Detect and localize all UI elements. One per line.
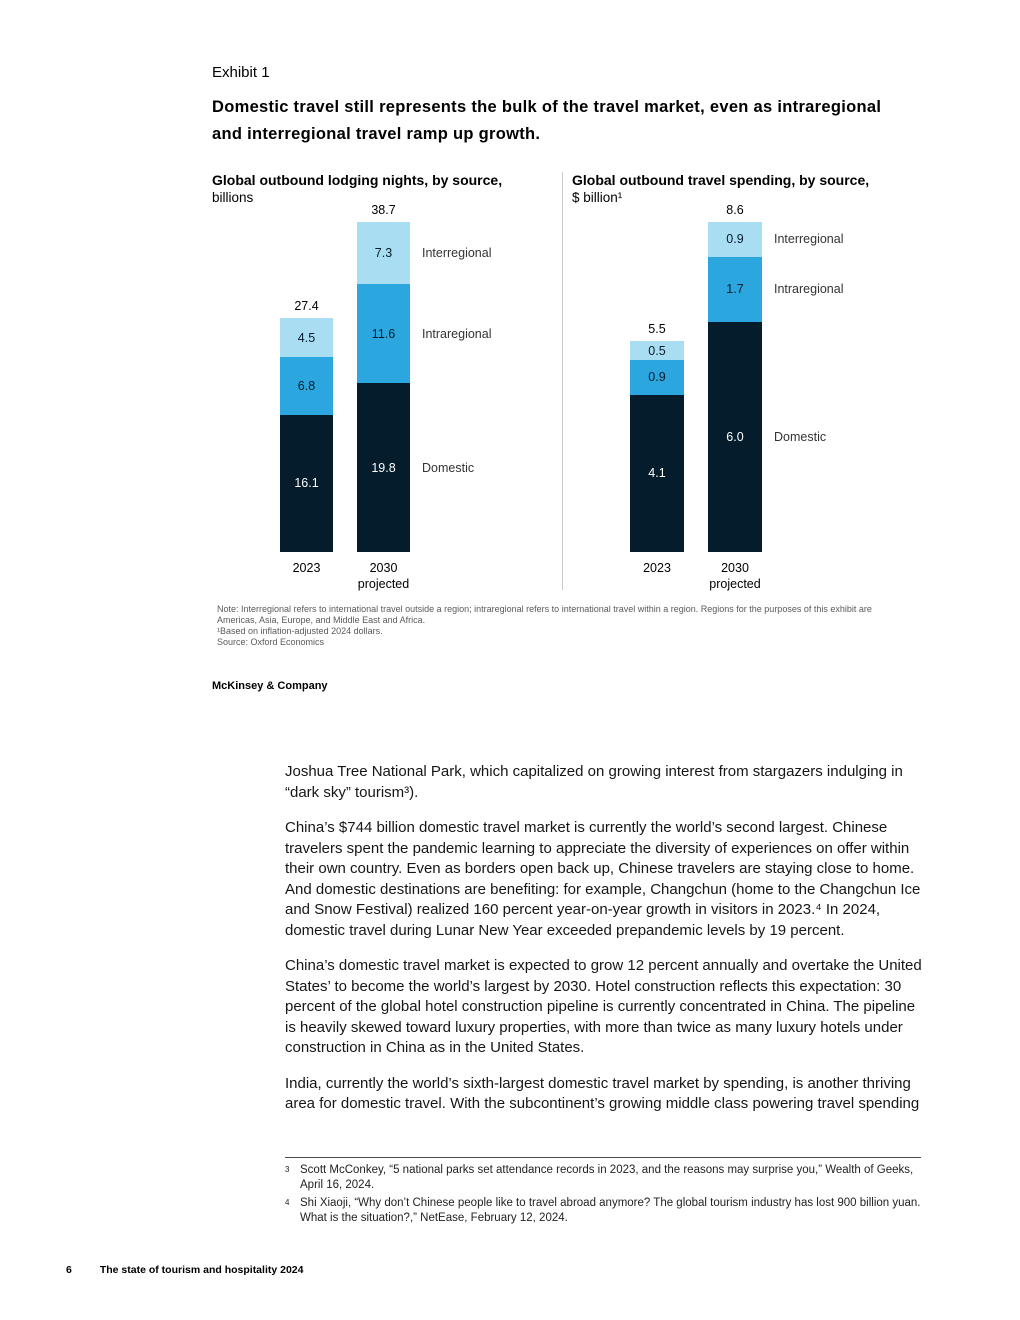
category-label: 2030 projected: [709, 561, 761, 591]
paragraph-joshua-tree: Joshua Tree National Park, which capitalized on growing interest from stargazers indulging in “dark sky” tourism³).: [285, 763, 903, 801]
bar-segment-interregional: [357, 222, 410, 284]
bar-value-label: 6.0: [726, 429, 744, 444]
note-source: Source: Oxford Economics: [217, 637, 325, 647]
footnote-marker: 3: [285, 1165, 290, 1174]
bar-value-label: 0.9: [648, 370, 666, 385]
footnotes: [285, 1163, 925, 1229]
category-label: 2023: [643, 561, 671, 575]
bar-segment-intraregional: [280, 357, 333, 415]
series-label-domestic: Domestic: [774, 429, 827, 444]
bar-segment-intraregional: [708, 257, 762, 322]
exhibit-title: Domestic travel still represents the bulk of the travel market, even as intraregional and interregional travel ramp up growth.: [212, 98, 882, 143]
mckinsey-brand: McKinsey & Company: [212, 680, 328, 692]
bar-segment-domestic: [630, 395, 684, 552]
chart-lodging-nights: [212, 170, 562, 625]
bar-segment-domestic: [357, 383, 410, 552]
chart-title-spending: Global outbound travel spending, by source,: [572, 172, 870, 188]
bar-total-label: 8.6: [726, 203, 744, 217]
bar-value-label: 11.6: [371, 326, 396, 341]
series-label-intraregional: Intraregional: [422, 326, 492, 341]
exhibit-label: Exhibit 1: [212, 64, 270, 81]
category-label: 2023: [292, 561, 321, 575]
bar-value-label: 6.8: [297, 378, 316, 393]
bar-total-label: 38.7: [371, 203, 396, 217]
bar-segment-domestic: [708, 322, 762, 552]
bar-segment-intraregional: [630, 360, 684, 395]
bar-value-label: 0.5: [648, 343, 666, 358]
footer-title: The state of tourism and hospitality 2024: [99, 1264, 304, 1276]
series-label-domestic: Domestic: [422, 460, 475, 475]
series-label-interregional: Interregional: [774, 232, 844, 247]
bar-value-label: 4.5: [297, 330, 316, 345]
bar-total-label: 5.5: [648, 321, 666, 336]
footnote: [285, 1163, 925, 1193]
series-label-interregional: Interregional: [422, 246, 492, 261]
bar-segment-interregional: [280, 318, 333, 356]
footnote: [285, 1196, 925, 1226]
bar-value-label: 19.8: [371, 460, 396, 475]
paragraph-china-market: China’s $744 billion domestic travel market is currently the world’s second largest. Chinese travelers spent the pandemic learning to appreciate the diversity of experiences on offer within their own country. Even as borders open back up, Chinese travelers are staying close to home. And domestic destinations are benefiting: for example, Changchun (home to the Changchun Ice and Snow Festival) realized 160 percent year-on-year growth in visitors in 2023.⁴ In 2024, domestic travel during Lunar New Year exceeded prepandemic levels by 19 percent.: [285, 819, 921, 939]
chart-travel-spending: [572, 170, 967, 625]
bar-segment-intraregional: [357, 284, 410, 383]
chart-divider: [562, 172, 563, 590]
exhibit-note: [217, 604, 893, 648]
bar-value-label: 7.3: [374, 246, 393, 261]
bar-value-label: 0.9: [726, 232, 744, 247]
page-number: 6: [66, 1264, 72, 1276]
body-text: [285, 762, 925, 1130]
chart-subtitle-lodging: billions: [212, 190, 254, 205]
bar-value-label: 4.1: [648, 466, 666, 481]
bar-total-label: 27.4: [294, 299, 319, 314]
bar-segment-domestic: [280, 415, 333, 552]
chart-subtitle-spending: $ billion¹: [572, 190, 623, 205]
bar-value-label: 16.1: [294, 476, 319, 491]
footnote-text: Shi Xiaoji, “Why don’t Chinese people like to travel abroad anymore? The global tourism industry has lost 900 billion yuan. What is the situation?,” NetEase, February 12, 2024.: [300, 1197, 921, 1224]
footnote-marker: 4: [285, 1198, 290, 1207]
category-label: 2030 projected: [357, 561, 410, 591]
bar-value-label: 1.7: [726, 282, 744, 297]
footnote-divider: [285, 1157, 921, 1158]
series-label-intraregional: Intraregional: [774, 282, 844, 297]
note-footnote: ¹Based on inflation-adjusted 2024 dollars.: [217, 626, 383, 636]
page-footer: [66, 1264, 303, 1276]
chart-title-lodging: Global outbound lodging nights, by source,: [212, 172, 503, 188]
footnote-text: Scott McConkey, “5 national parks set attendance records in 2023, and the reasons may surprise you,” Wealth of Geeks, April 16, 2024.: [300, 1164, 914, 1191]
note-text: Note: Interregional refers to international travel outside a region; intraregional refers to international travel within a region. Regions for the purposes of this exhibit are Americas, Asia, Europe, and Middle East and Africa.: [217, 604, 872, 625]
bar-segment-interregional: [708, 222, 762, 257]
bar-segment-interregional: [630, 341, 684, 360]
paragraph-china-growth: China’s domestic travel market is expected to grow 12 percent annually and overtake the United States’ to become the world’s largest by 2030. Hotel construction reflects this expectation: 30 percent of the global hotel construction pipeline is currently concentrated in China. The pipeline is heavily skewed toward luxury properties, with more than twice as many luxury hotels under construction in China as in the United States.: [285, 957, 922, 1056]
paragraph-india: India, currently the world’s sixth-largest domestic travel market by spending, is another thriving area for domestic travel. With the subcontinent’s growing middle class powering travel spending: [285, 1074, 920, 1112]
